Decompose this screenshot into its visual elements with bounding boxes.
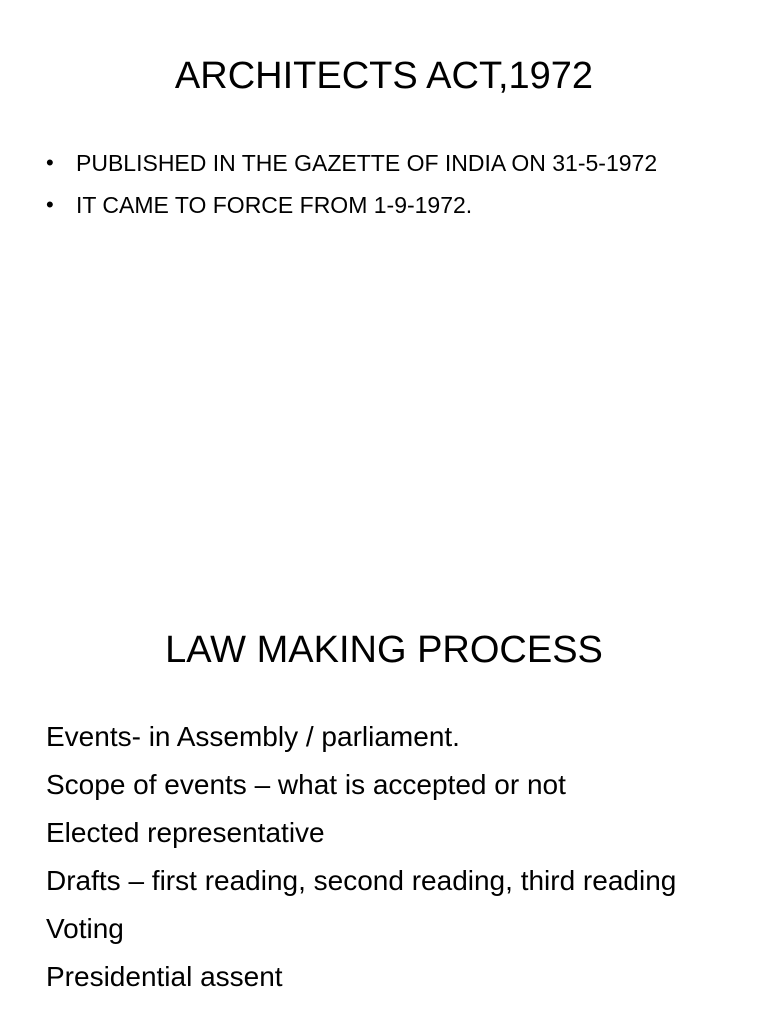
bullet-list [46,142,657,226]
process-item: Presidential assent [46,961,283,992]
process-list [46,716,736,1004]
bullet-icon: • [46,150,54,175]
slide-law-making-process [0,576,768,1024]
bullet-item [46,142,657,184]
bullet-item [46,184,657,226]
process-item: Drafts – first reading, second reading, third reading [46,865,677,896]
slide-title: ARCHITECTS ACT,1972 [174,55,594,97]
bullet-text: IT CAME TO FORCE FROM 1-9-1972. [76,192,473,218]
process-item: Scope of events – what is accepted or not [46,769,566,800]
process-item: Voting [46,913,124,944]
process-item: Events- in Assembly / parliament. [46,721,460,752]
process-item: Elected representative [46,817,325,848]
slide-title: LAW MAKING PROCESS [165,629,603,671]
bullet-icon: • [46,192,54,217]
bullet-text: PUBLISHED IN THE GAZETTE OF INDIA ON 31-5-1972 [76,150,658,176]
